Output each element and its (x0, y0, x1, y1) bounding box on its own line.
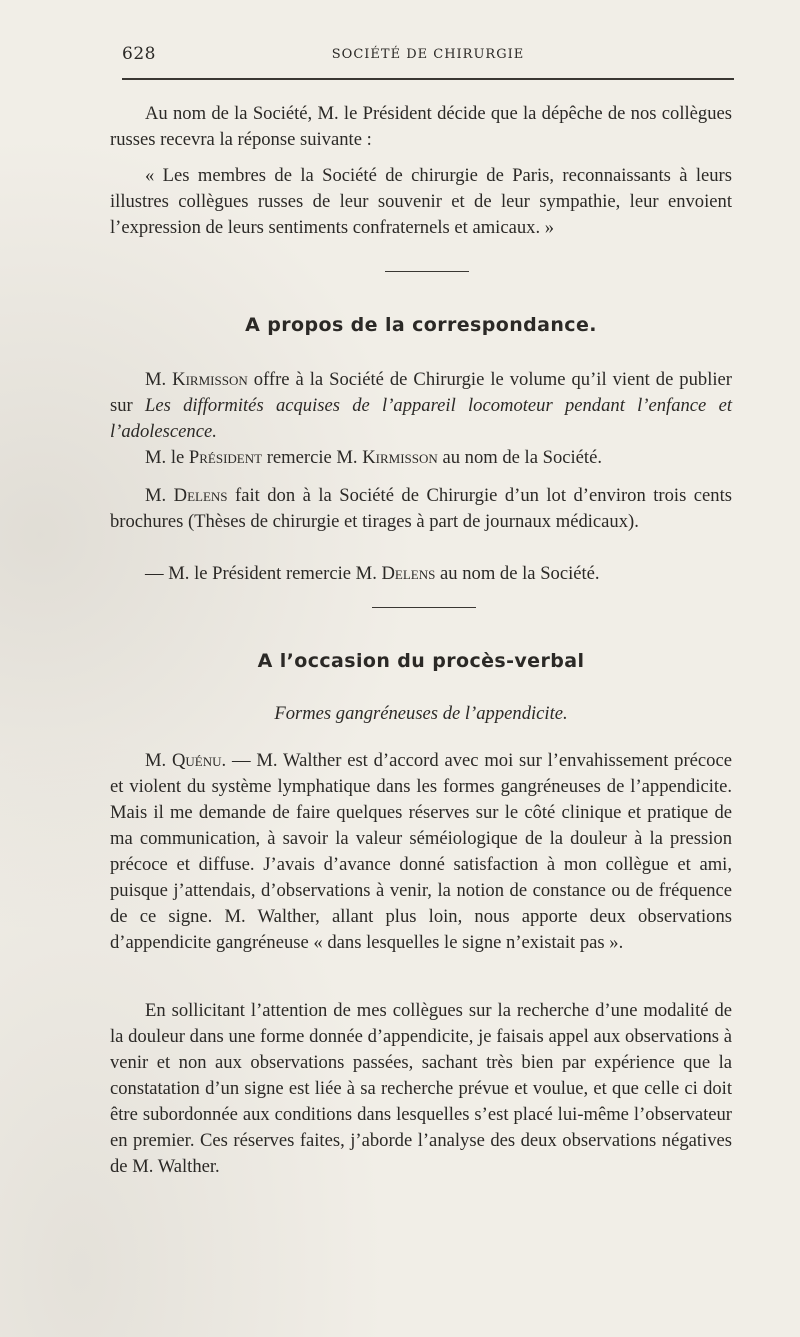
running-title: SOCIÉTÉ DE CHIRURGIE (331, 47, 525, 62)
paragraph-reply: « Les membres de la Société de chirurgie de Paris, reconnaissants à leurs illustres collègues russes de leur souvenir et de leur sympathie, leur envoient l’expression de leurs sentiments confraternels et amicaux. » (110, 165, 732, 238)
subheading-appendicite: Formes gangréneuses de l’appendicite. (274, 703, 568, 724)
header-rule (122, 78, 734, 80)
section-divider (372, 607, 476, 608)
paragraph-decision: Au nom de la Société, M. le Président décide que la dépêche de nos collègues russes recevra la réponse suivante : (110, 103, 732, 150)
heading-proces-verbal: A l’occasion du procès-verbal (257, 650, 585, 672)
section-divider (385, 271, 469, 272)
paragraph-quenu-reply: M. Quénu. — M. Walther est d’accord avec moi sur l’envahissement précoce et violent du système lymphatique dans les formes gangréneuses de l’appendicite. Mais il me demande de faire quelques réserves sur le côté clinique et pratique de ma communication, à savoir la valeur séméiologique de la douleur à la pression précoce et diffuse. J’avais d’avance donné satisfaction à mon collègue et ami, puisque j’attendais, d’observations à venir, la notion de constance ou de fréquence de ce signe. M. Walther, allant plus loin, nous apporte deux observations d’appendicite gangréneuse « dans lesquelles le signe n’existait pas ». (110, 750, 732, 953)
page-header (122, 44, 734, 70)
paragraph-president-thanks-delens: — M. le Président remercie M. Delens au nom de la Société. (145, 563, 600, 584)
paragraph-delens-donation: M. Delens fait don à la Société de Chirurgie d’un lot d’environ trois cents brochures (Thèses de chirurgie et tirages à part de journaux médicaux). (110, 485, 732, 532)
heading-correspondance: A propos de la correspondance. (245, 314, 597, 336)
paragraph-kirmisson-offer: M. Kirmisson offre à la Société de Chirurgie le volume qu’il vient de publier sur Les difformités acquises de l’appareil locomoteur pendant l’enfance et l’adolescence. (110, 369, 732, 442)
paragraph-president-thanks-kirmisson: M. le Président remercie M. Kirmisson au nom de la Société. (145, 447, 602, 468)
paragraph-quenu-continuation: En sollicitant l’attention de mes collègues sur la recherche d’une modalité de la douleur dans une forme donnée d’appendicite, je faisais appel aux observations à venir et non aux observations passées, sachant très bien par expérience que la constatation d’un signe est liée à sa recherche prévue et voulue, et que celle ci doit être subordonnée aux conditions dans lesquelles s’est placé lui-même l’observateur en premier. Ces réserves faites, j’aborde l’analyse des deux observations négatives de M. Walther. (110, 1000, 732, 1177)
page-number: 628 (122, 44, 156, 64)
